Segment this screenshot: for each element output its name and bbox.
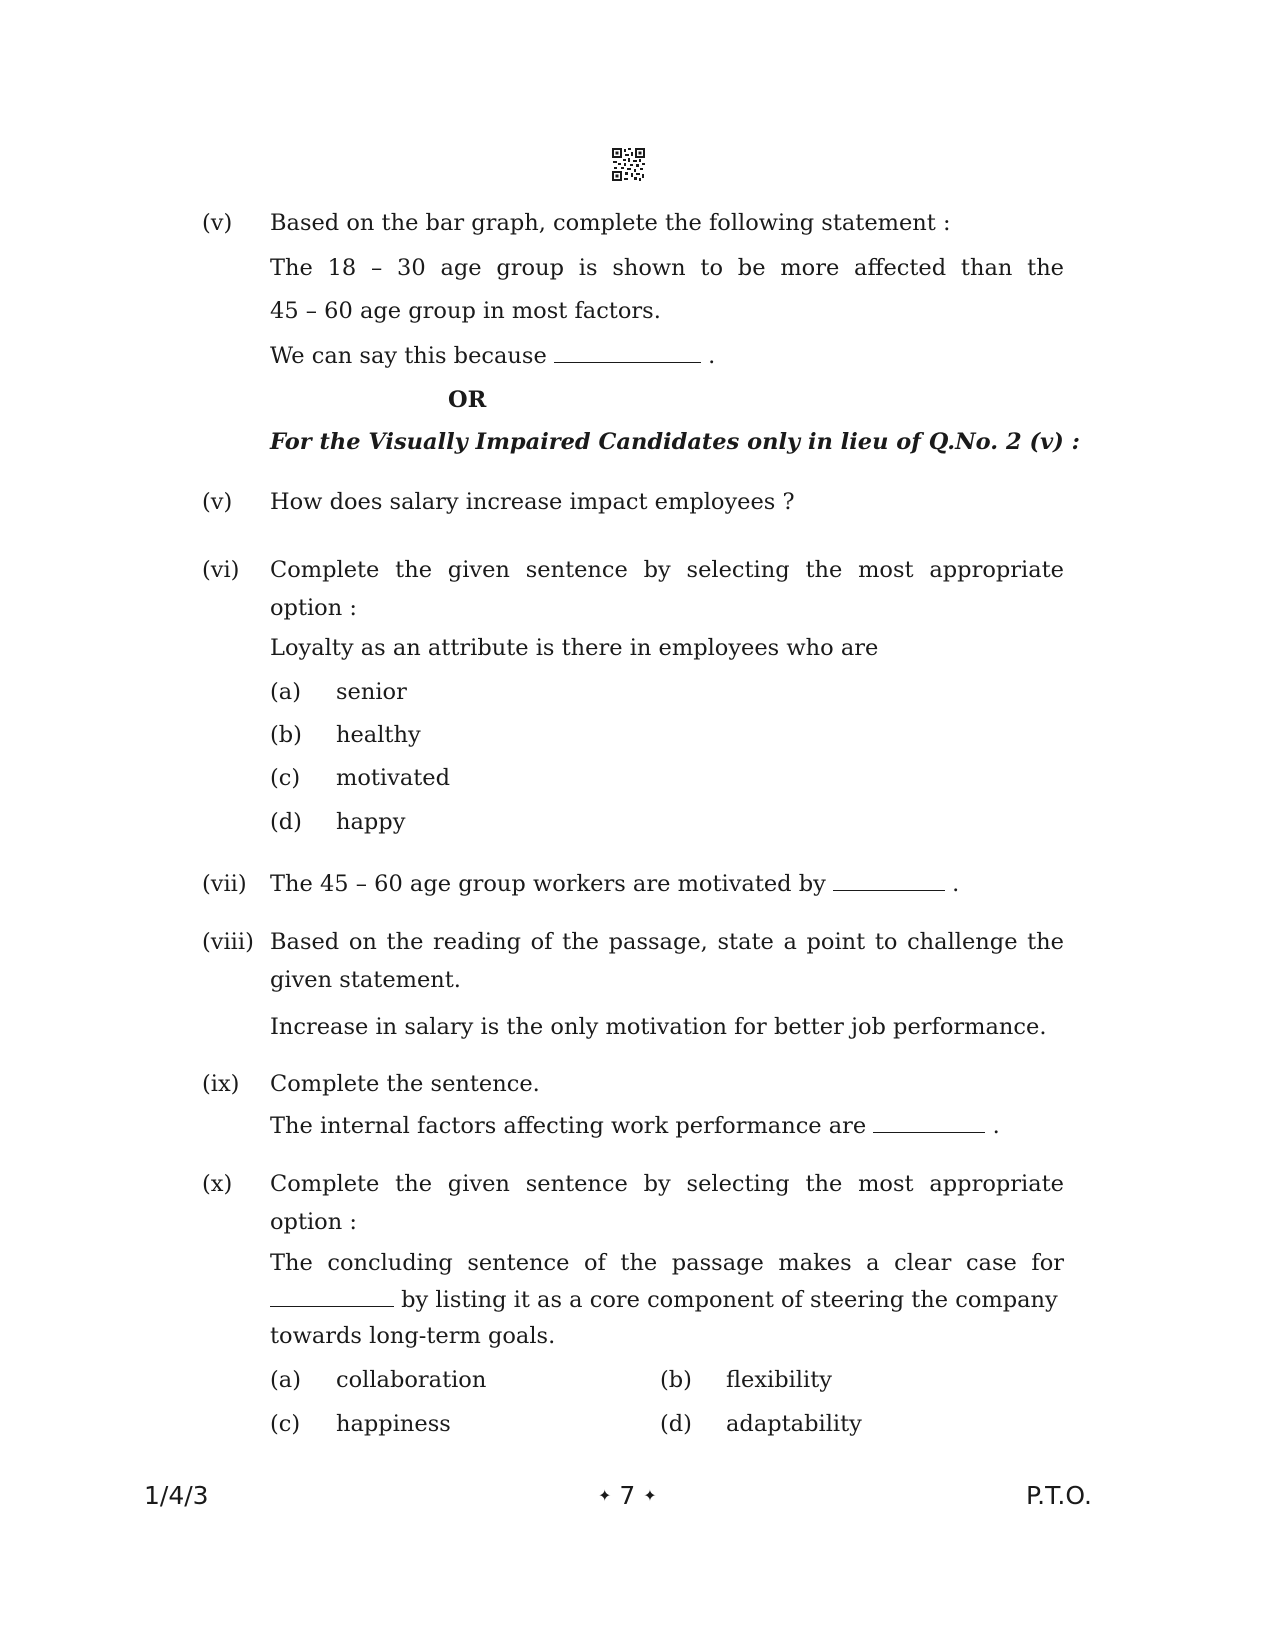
answer-blank: [270, 1286, 394, 1307]
qr-code: [612, 148, 645, 181]
option-label: (b): [660, 1367, 692, 1393]
option-label: (d): [270, 809, 302, 835]
question-viii-line-2: given statement.: [270, 967, 461, 993]
question-vi-line-2: option :: [270, 595, 357, 621]
question-number-viii: (viii): [202, 929, 254, 955]
question-number-v: (v): [202, 210, 233, 236]
please-turn-over: P.T.O.: [1026, 1481, 1092, 1510]
option-label: (a): [270, 1367, 301, 1393]
question-vii-prompt: The 45 – 60 age group workers are motivated by: [270, 871, 826, 897]
question-v-line-2: The 18 – 30 age group is shown to be more affected than the: [270, 255, 1064, 281]
option-label: (c): [270, 765, 301, 791]
page-number-value: 7: [619, 1481, 636, 1510]
question-vi-line-3: Loyalty as an attribute is there in employees who are: [270, 635, 879, 661]
question-x-line-4: [270, 1286, 1058, 1314]
question-viii-line-3: Increase in salary is the only motivation for better job performance.: [270, 1014, 1047, 1040]
option-text: happy: [336, 809, 406, 835]
question-number-ix: (ix): [202, 1071, 240, 1097]
question-v-prompt: We can say this because: [270, 343, 547, 369]
option-text: adaptability: [726, 1411, 862, 1437]
question-ix-line-2: [270, 1112, 1000, 1140]
option-label: (a): [270, 679, 301, 705]
question-viii-line-1: Based on the reading of the passage, state a point to challenge the: [270, 929, 1064, 955]
question-number-vi: (vi): [202, 557, 240, 583]
question-number-v-alt: (v): [202, 489, 233, 515]
paper-code: 1/4/3: [144, 1481, 209, 1510]
option-text: collaboration: [336, 1367, 487, 1393]
answer-blank: [833, 870, 945, 891]
answer-blank: [554, 342, 701, 363]
question-x-line-1: Complete the given sentence by selecting the most appropriate: [270, 1171, 1064, 1197]
visually-impaired-note: For the Visually Impaired Candidates only in lieu of Q.No. 2 (v) :: [270, 429, 1080, 455]
question-vi-line-1: Complete the given sentence by selecting the most appropriate: [270, 557, 1064, 583]
question-number-vii: (vii): [202, 871, 247, 897]
question-vii-line: [270, 870, 959, 898]
question-ix-line-1: Complete the sentence.: [270, 1071, 540, 1097]
page-decor-left-icon: ✦: [598, 1486, 612, 1505]
question-v-line-1: Based on the bar graph, complete the following statement :: [270, 210, 951, 236]
question-v-end: .: [708, 343, 716, 369]
option-text: motivated: [336, 765, 451, 791]
or-label: OR: [448, 387, 487, 413]
question-x-line-2: option :: [270, 1209, 357, 1235]
question-x-line-4-text: by listing it as a core component of steering the company: [401, 1287, 1058, 1313]
option-label: (b): [270, 722, 302, 748]
option-label: (d): [660, 1411, 692, 1437]
question-ix-end: .: [992, 1113, 1000, 1139]
option-label: (c): [270, 1411, 301, 1437]
question-v-line-3: 45 – 60 age group in most factors.: [270, 298, 661, 324]
question-ix-prompt: The internal factors affecting work performance are: [270, 1113, 867, 1139]
option-text: flexibility: [726, 1367, 832, 1393]
answer-blank: [873, 1112, 985, 1133]
question-vii-end: .: [952, 871, 960, 897]
page-number: [598, 1481, 657, 1511]
question-x-line-3: The concluding sentence of the passage makes a clear case for: [270, 1250, 1064, 1276]
option-text: healthy: [336, 722, 421, 748]
page-decor-right-icon: ✦: [643, 1486, 657, 1505]
option-text: happiness: [336, 1411, 451, 1437]
question-x-line-5: towards long-term goals.: [270, 1323, 556, 1349]
option-text: senior: [336, 679, 407, 705]
question-number-x: (x): [202, 1171, 233, 1197]
question-v-line-4: [270, 342, 715, 370]
question-v-alt-text: How does salary increase impact employees ?: [270, 489, 795, 515]
